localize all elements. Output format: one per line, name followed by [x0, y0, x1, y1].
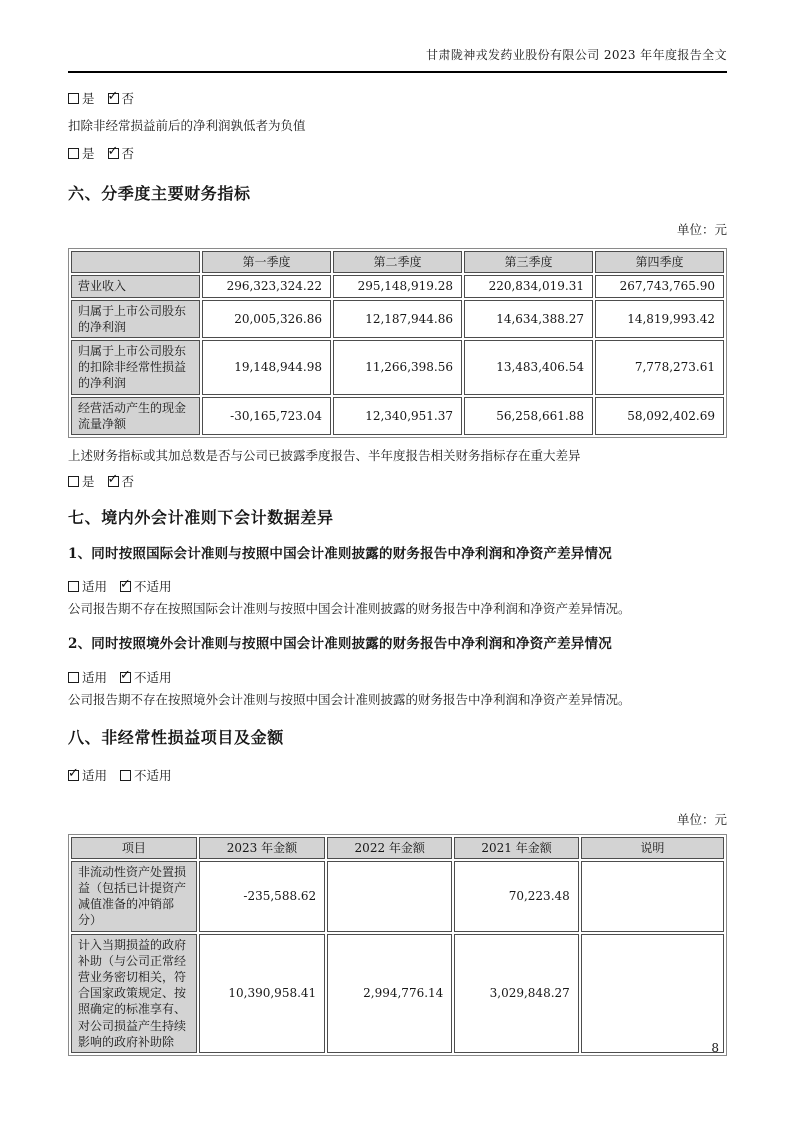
row-label-cell: 经营活动产生的现金流量净额 [71, 397, 200, 435]
row-label-cell: 归属于上市公司股东的净利润 [71, 300, 200, 338]
checkbox-option-applicable [68, 668, 107, 686]
header-cell-q2: 第二季度 [333, 251, 462, 273]
value-cell: 13,483,406.54 [464, 340, 593, 395]
value-cell: 12,187,944.86 [333, 300, 462, 338]
checkbox-icon [120, 770, 131, 781]
checkbox-icon [68, 93, 79, 104]
value-cell: -235,588.62 [199, 861, 325, 932]
header-cell-blank [71, 251, 200, 273]
unit-row [68, 220, 727, 238]
checkbox-icon [68, 770, 79, 781]
table-row-asset-disposal [71, 861, 724, 932]
checkbox-icon [68, 148, 79, 159]
value-cell: 10,390,958.41 [199, 934, 325, 1053]
quarterly-financials-table [68, 248, 727, 438]
header-cell-q3: 第三季度 [464, 251, 593, 273]
checkbox-option-applicable [68, 766, 107, 784]
checkbox-label: 适用 [82, 670, 108, 686]
value-cell [327, 861, 452, 932]
unit-label: 单位：元 [676, 811, 727, 827]
value-cell: 3,029,848.27 [454, 934, 578, 1053]
section-7-2-title: 2、同时按照境外会计准则与按照中国会计准则披露的财务报告中净利润和净资产差异情况 [68, 636, 612, 653]
header-cell-q4: 第四季度 [595, 251, 724, 273]
value-cell: 20,005,326.86 [202, 300, 331, 338]
note-cell [581, 861, 724, 932]
checkbox-option-no [108, 472, 135, 490]
value-cell: 11,266,398.56 [333, 340, 462, 395]
applicable-row-international [68, 577, 727, 595]
checkbox-option-no [108, 89, 135, 107]
page-header [68, 46, 727, 73]
yes-no-row-1 [68, 89, 727, 107]
nonrecurring-items-table [68, 834, 727, 1056]
header-cell-q1: 第一季度 [202, 251, 331, 273]
checkbox-label: 适用 [82, 579, 108, 595]
table-header-row [71, 251, 724, 273]
checkbox-option-yes [68, 472, 95, 490]
table-row-government-subsidy [71, 934, 724, 1053]
value-cell: 296,323,324.22 [202, 275, 331, 297]
value-cell: 70,223.48 [454, 861, 578, 932]
checkbox-label: 不适用 [134, 767, 172, 783]
section-7-2-body: 公司报告期不存在按照境外会计准则与按照中国会计准则披露的财务报告中净利润和净资产差异情况。 [68, 692, 631, 708]
checkbox-option-not-applicable [120, 577, 172, 595]
checkbox-option-no [108, 144, 135, 162]
checkbox-icon [68, 581, 79, 592]
checkbox-label: 否 [121, 474, 135, 490]
value-cell: 295,148,919.28 [333, 275, 462, 297]
table-row-revenue [71, 275, 724, 297]
quarterly-yes-no-row [68, 472, 727, 490]
checkbox-icon [108, 93, 119, 104]
value-cell: 58,092,402.69 [595, 397, 724, 435]
unit-row [68, 810, 727, 828]
checkbox-label: 否 [121, 91, 135, 106]
value-cell: 12,340,951.37 [333, 397, 462, 435]
unit-label: 单位：元 [676, 222, 727, 238]
table-header-row [71, 837, 724, 859]
table-row-deducted-net-profit [71, 340, 724, 395]
header-cell-item: 项目 [71, 837, 197, 859]
checkbox-icon [120, 672, 131, 683]
table-row-operating-cash-flow [71, 397, 724, 435]
checkbox-option-not-applicable [120, 668, 172, 686]
quarterly-note: 上述财务指标或其加总数是否与公司已披露季度报告、半年度报告相关财务指标存在重大差异 [68, 447, 581, 463]
value-cell: -30,165,723.04 [202, 397, 331, 435]
section-7-title: 七、境内外会计准则下会计数据差异 [68, 508, 334, 528]
checkbox-option-yes [68, 144, 95, 162]
checkbox-option-not-applicable [120, 766, 172, 784]
value-cell: 220,834,019.31 [464, 275, 593, 297]
checkbox-label: 适用 [82, 767, 108, 783]
report-title: 甘肃陇神戎发药业股份有限公司 2023 年年度报告全文 [426, 48, 727, 62]
checkbox-label: 是 [82, 146, 95, 162]
checkbox-option-applicable [68, 577, 107, 595]
checkbox-label: 是 [82, 91, 95, 106]
value-cell: 19,148,944.98 [202, 340, 331, 395]
checkbox-icon [68, 476, 79, 487]
header-cell-2022: 2022 年金额 [327, 837, 452, 859]
value-cell: 14,819,993.42 [595, 300, 724, 338]
page-number: 8 [711, 1041, 719, 1055]
section-7-1-title: 1、同时按照国际会计准则与按照中国会计准则披露的财务报告中净利润和净资产差异情况 [68, 546, 612, 563]
row-label-cell: 归属于上市公司股东的扣除非经常性损益的净利润 [71, 340, 200, 395]
row-label-cell: 非流动性资产处置损益（包括已计提资产减值准备的冲销部分） [71, 861, 197, 932]
value-cell: 2,994,776.14 [327, 934, 452, 1053]
deduction-statement: 扣除非经常损益前后的净利润孰低者为负值 [68, 118, 306, 133]
applicable-row-nonrecurring [68, 766, 727, 784]
row-label-cell: 营业收入 [71, 275, 200, 297]
section-6-title: 六、分季度主要财务指标 [68, 184, 251, 204]
header-cell-note: 说明 [581, 837, 724, 859]
value-cell: 7,778,273.61 [595, 340, 724, 395]
header-cell-2021: 2021 年金额 [454, 837, 578, 859]
header-cell-2023: 2023 年金额 [199, 837, 325, 859]
applicable-row-overseas [68, 668, 727, 686]
checkbox-option-yes [68, 89, 95, 107]
header-divider [68, 71, 727, 73]
value-cell: 56,258,661.88 [464, 397, 593, 435]
checkbox-icon [120, 581, 131, 592]
checkbox-label: 是 [82, 474, 95, 490]
section-8-title: 八、非经常性损益项目及金额 [68, 727, 284, 747]
row-label-cell: 计入当期损益的政府补助（与公司正常经营业务密切相关，符合国家政策规定、按照确定的标准享有、对公司损益产生持续影响的政府补助除 [71, 934, 197, 1053]
note-cell [581, 934, 724, 1053]
table-row-net-profit [71, 300, 724, 338]
checkbox-label: 否 [121, 146, 135, 162]
checkbox-icon [108, 148, 119, 159]
value-cell: 267,743,765.90 [595, 275, 724, 297]
yes-no-row-2 [68, 144, 727, 162]
checkbox-icon [68, 672, 79, 683]
section-7-1-body: 公司报告期不存在按照国际会计准则与按照中国会计准则披露的财务报告中净利润和净资产差异情况。 [68, 601, 631, 617]
checkbox-icon [108, 476, 119, 487]
checkbox-label: 不适用 [134, 670, 172, 686]
value-cell: 14,634,388.27 [464, 300, 593, 338]
checkbox-label: 不适用 [134, 579, 172, 595]
